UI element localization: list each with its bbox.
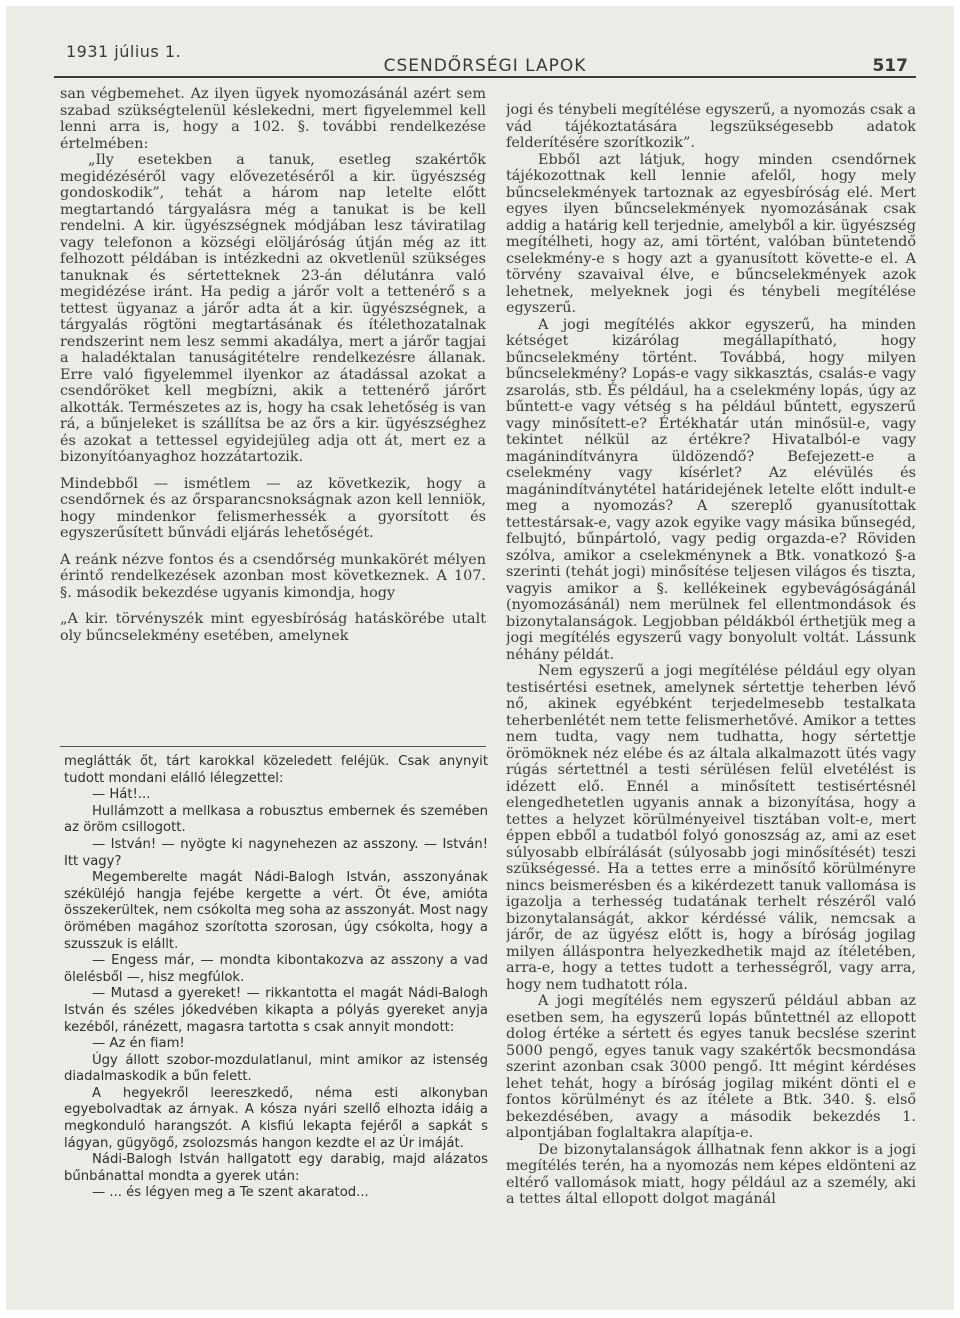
article-paragraph: A reánk nézve fontos és a csendőrség munkakörét mélyen érintő rendelkezések azonban most következnek. A 107. §. második bekezdése ugyanis kimondja, hogy xyxy=(60,551,486,601)
story-paragraph: Úgy állott szobor-mozdulatlanul, mint amikor az istenség diadalmaskodik a bűn felett. xyxy=(64,1052,488,1085)
publication-title: CSENDŐRSÉGI LAPOK xyxy=(383,56,587,76)
page-header xyxy=(54,42,916,78)
section-divider xyxy=(60,746,486,747)
right-column-article xyxy=(506,102,916,1298)
article-paragraph: Ebből azt látjuk, hogy minden csendőrnek tájékozottnak kell lennie afelől, hogy mely bűncselekmények tartoznak az egyesbíróság elé. Mert egyes ilyen bűncselekmények nyomozásának csak addig a határig kell terjednie, amelyből a kir. ügyészség megítélheti, hogy az, ami történt, valóban büntetendő cselekmény-e s hogy azt a gyanusított követte-e el. A törvény szavaival élve, e bűncselekmények azok lehetnek, melyeknek jogi és ténybeli megítélése egyszerű. xyxy=(506,151,916,316)
story-paragraph: Nádi-Balogh István hallgatott egy darabig, majd alázatos bűnbánattal mondta a gyerek után: xyxy=(64,1152,488,1184)
article-paragraph: „Ily esetekben a tanuk, esetleg szakértők megidézéséről vagy elővezetéséről a kir. ügyészség gondoskodik”, tehát a három nap letelte előtt megtartandó tárgyalásra még a tanukat is be kell rendelni. A kir. ügyészségnek módjában lesz táviratilag vagy telefonon a községi elöljáróság útján még az itt felhozott példában is intézkedni az okvetlenül szükséges tanuknak és sértetteknek 23-án délutánra való megidézése iránt. Ha pedig a járőr volt a tettenérő s a tettest ügyanaz a járőr adta át a kir. ügyészségnek, a tárgyalás rögtöni megtartásának és ítélethozatalnak rendszerint nem lesz semmi akadálya, mert a járőr tagjai a haladéktalan tanuságitételre rendelkezésre állanak. Erre való figyelemmel ilyenkor az átadással azokat a csendőröket kell megbízni, akik a tettenérő járőrt alkották. Természetes az is, hogy ha csak lehetőség is van rá, a bűnjeleket is szállítsa be az őrs a kir. ügyészséghez és azokat a tettessel egyidejüleg adja ott át, mert ez a bizonyítóanyaghoz hozzátartozik. xyxy=(60,152,486,465)
story-paragraph: — Engess már, — mondta kibontakozva az asszony a vad ölelésből —, hisz megfúlok. xyxy=(64,953,488,985)
left-column-article xyxy=(60,86,486,738)
article-paragraph: jogi és ténybeli megítélése egyszerű, a nyomozás csak a vád tájékoztatására legszükségesebb adatok felderítésére szorítkozik”. xyxy=(506,102,916,151)
article-paragraph: A jogi megítélés nem egyszerű például abban az esetben sem, ha egyszerű lopás bűntettnél az ellopott dolog értéke a sértett és egyes tanuk becslése szerint 5000 pengő, egyes tanuk vagy szakértők becsmondása szerint azonban csak 3000 pengő. Itt mégint kérdéses lehet tehát, hogy a bíróság jogilag miként dönti el e fontos körülményt és az ítélete a Btk. 340. §. első bekezdésében, avagy a második bekezdés 1. alpontjában foglaltakra alapítja-e. xyxy=(506,993,916,1141)
story-paragraph: — ... és légyen meg a Te szent akaratod... xyxy=(92,1185,369,1201)
serial-story xyxy=(64,754,488,1294)
story-paragraph: Hullámzott a mellkasa a robusztus embernek és szemében az öröm csillogott. xyxy=(64,803,488,836)
article-paragraph: san végbemehet. Az ilyen ügyek nyomozásánál azért sem szabad szükségtelenül késlekedni, mert figyelemmel kell lenni arra is, hogy a 102. §. további rendelkezése értelmében: xyxy=(60,86,486,152)
article-paragraph: De bizonytalanságok állhatnak fenn akkor is a jogi megítélés terén, ha a nyomozás nem képes eldönteni az eltérő vallomások miatt, hogy például az a személy, aki a tettes által ellopott dolgot magánál xyxy=(506,1141,916,1207)
article-paragraph: Mindebből — ismétlem — az következik, hogy a csendőrnek és az őrsparancsnokságnak azon kell lenniök, hogy mindenkor felismerhessék a gyorsított és egyszerűsített bűnvádi eljárás lehetőségét. xyxy=(60,475,486,541)
article-paragraph: A jogi megítélés akkor egyszerű, ha minden kétséget kizárólag megállapítható, hogy bűncselekmény történt. Továbbá, hogy milyen bűncselekmény? Lopás-e vagy sikkasztás, csalás-e vagy zsarolás, stb. És például, ha a cselekmény lopás, úgy az bűntett-e vagy vétség s ha például bűntett, egyszerű vagy minősített-e? Értékhatár után minősül-e, vagy tekintet nélkül az értékre? Hivatalból-e vagy magánindítványra üldözendő? Befejezett-e a cselekmény vagy kísérlet? Az elévülés és magánindítványtétel határidejének letelte előtt indult-e meg a nyomozás? A szereplő gyanusítottak tettestársak-e, vagy azok egyike vagy másika bűnsegéd, felbujtó, bűnpártoló, vagy pedig orgazda-e? Röviden szólva, amikor a cselekménynek a Btk. vonatkozó §-a szerinti (tehát jogi) minősítése teljesen világos és tiszta, vagyis amikor a §. kellékeinek egybevágóságánál (nyomozásánál) nem merülnek fel ellentmondások és bizonytalanságok. Legjobban példákból érthetjük meg a jogi megítélés egyszerű vagy bonyolult voltát. Lássunk néhány példát. xyxy=(506,316,916,663)
newspaper-page xyxy=(6,6,954,1310)
story-paragraph: meglátták őt, tárt karokkal közeledett feléjük. Csak anynyit tudott mondani elálló lélegzettel: xyxy=(64,754,488,786)
article-paragraph: „A kir. törvényszék mint egyesbíróság hatáskörébe utalt oly bűncselekmény esetében, amelynek xyxy=(60,611,486,644)
story-paragraph: — Hát!... xyxy=(92,787,151,803)
article-paragraph: Nem egyszerű a jogi megítélése például egy olyan testisértési esetnek, amelynek sértettje teherben lévő nő, akinek egyébként terjedelmesebb testalkata teherbenlétét nem tette felismerhetővé. Amikor a tettes nem tudta, vagy nem tudhatta, hogy sértettje örömöknek néz elébe és az általa alkalmazott ütés vagy rúgás sértettnél a testi sérülésen felül elvetélést is idézett elő. Ennél a minősített testisértésnél elengedhetetlen ugyanis annak a bizonyítása, hogy a tettes a helyzet körülményeivel tisztában volt-e, mert éppen ebből a tudatból folyó gonoszság az, ami az eset súlyosabb elbírálását (súlyosabb jogi minősítését) teszi szükségessé. Ha a tettes erre a minősítő körülményre nincs beismerésben és a kikérdezett tanuk vallomása is igazolja a terhesség tudatának terhelt részéről való bizonytalanságát, akkor kérdéssé válik, nemcsak a járőr, de az ügyész előtt is, hogy a bíróság jogilag milyen álláspontra helyezkedhetik majd az ítéletében, arra-e, hogy a tettes tudott a terhességről, vagy arra, hogy nem tudhatott róla. xyxy=(506,663,916,993)
story-paragraph: A hegyekről leereszkedő, néma esti alkonyban egyebolvadtak az árnyak. A kósza nyári szellő elhozta idáig a megkonduló harangszót. A kisfiú lekapta fejéről a sapkát s lágyan, gügyögő, zsolozsmás hangon kezdte el az Úr imáját. xyxy=(64,1085,488,1151)
page-number: 517 xyxy=(872,56,908,76)
story-paragraph: Megemberelte magát Nádi-Balogh István, asszonyának széküléjó hangja fejébe kergette a vért. Öt éve, amióta összekerültek, nem csókolta meg soha az asszonyát. Most nagy örömében magához szorította szorosan, úgy csókolta, hogy a szusszuk is elállt. xyxy=(64,870,488,952)
story-paragraph: — István! — nyögte ki nagynehezen az asszony. — István! Itt vagy? xyxy=(64,836,488,869)
story-paragraph: — Az én fiam! xyxy=(92,1036,185,1052)
issue-date: 1931 július 1. xyxy=(66,42,182,61)
story-paragraph: — Mutasd a gyereket! — rikkantotta el magát Nádi-Balogh István és széles jókedvében kikapta a pólyás gyereket anyja kezéből, ránézett, magasra tartotta s csak annyit mondott: xyxy=(64,986,488,1035)
